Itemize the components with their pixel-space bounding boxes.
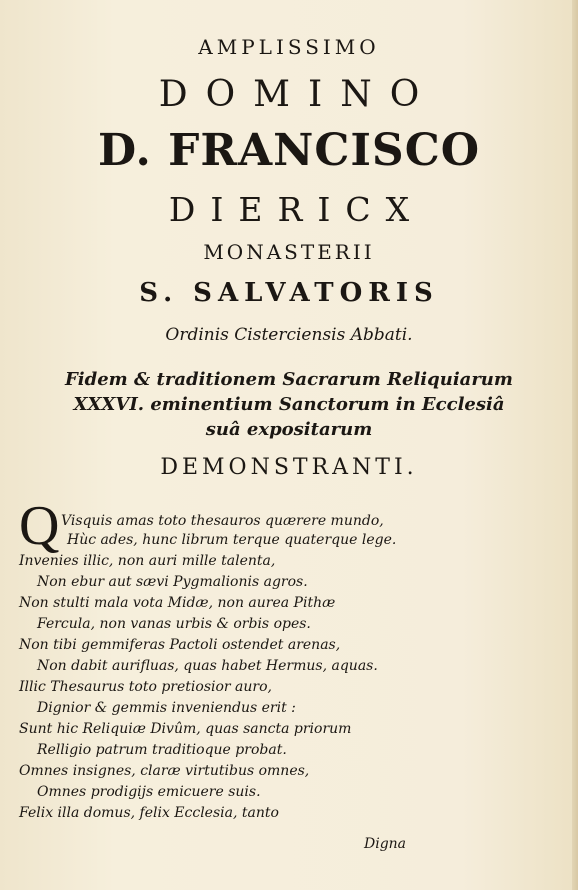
verse-line: Hùc ades, hunc librum terque quaterque lege. <box>67 532 397 548</box>
verse-line: Visquis amas toto thesauros quærere mundo, <box>61 513 384 529</box>
dedication-line: XXXVI. eminentium Sanctorum in Ecclesiâ <box>73 394 505 415</box>
verse-line: Omnes prodigijs emicuere suis. <box>37 784 261 800</box>
dedication-block <box>0 367 578 442</box>
closing-word: DEMONSTRANTI. <box>160 455 418 480</box>
title-line-monastery: MONASTERII <box>203 240 375 264</box>
catchword: Digna <box>364 836 407 852</box>
dedication-line: suâ expositarum <box>205 419 373 440</box>
title-line-domino: DOMINO <box>158 74 438 115</box>
title-line-surname: DIERICX <box>168 190 425 229</box>
verse-line: Non tibi gemmiferas Pactoli ostendet arenas, <box>19 637 341 653</box>
verse-line: Fercula, non vanas urbis & orbis opes. <box>37 616 311 632</box>
verse-line: Relligio patrum traditioque probat. <box>37 742 287 758</box>
title-line-amplissimo: AMPLISSIMO <box>198 35 380 59</box>
verse-line: Illic Thesaurus toto pretiosior auro, <box>19 679 272 695</box>
verse-line: Non ebur aut sævi Pygmalionis agros. <box>37 574 308 590</box>
dedication-line: Fidem & traditionem Sacrarum Reliquiarum <box>65 369 513 390</box>
verse-line: Omnes insignes, claræ virtutibus omnes, <box>19 763 310 779</box>
verse-line: Sunt hic Reliquiæ Divûm, quas sancta priorum <box>19 721 352 737</box>
title-line-salvator: S. SALVATORIS <box>139 278 439 308</box>
verse-line: Non stulti mala vota Midæ, non aurea Pithæ <box>19 595 336 611</box>
verse-line: Invenies illic, non auri mille talenta, <box>19 553 276 569</box>
drop-cap: Q <box>19 495 60 557</box>
verse-line: Felix illa domus, felix Ecclesia, tanto <box>19 805 279 821</box>
title-line-order: Ordinis Cisterciensis Abbati. <box>165 325 413 345</box>
verse-line: Non dabit auriﬂuas, quas habet Hermus, aquas. <box>37 658 378 674</box>
verse-line: Dignior & gemmis inveniendus erit : <box>37 700 296 716</box>
title-line-name: D. FRANCISCO <box>97 125 481 176</box>
